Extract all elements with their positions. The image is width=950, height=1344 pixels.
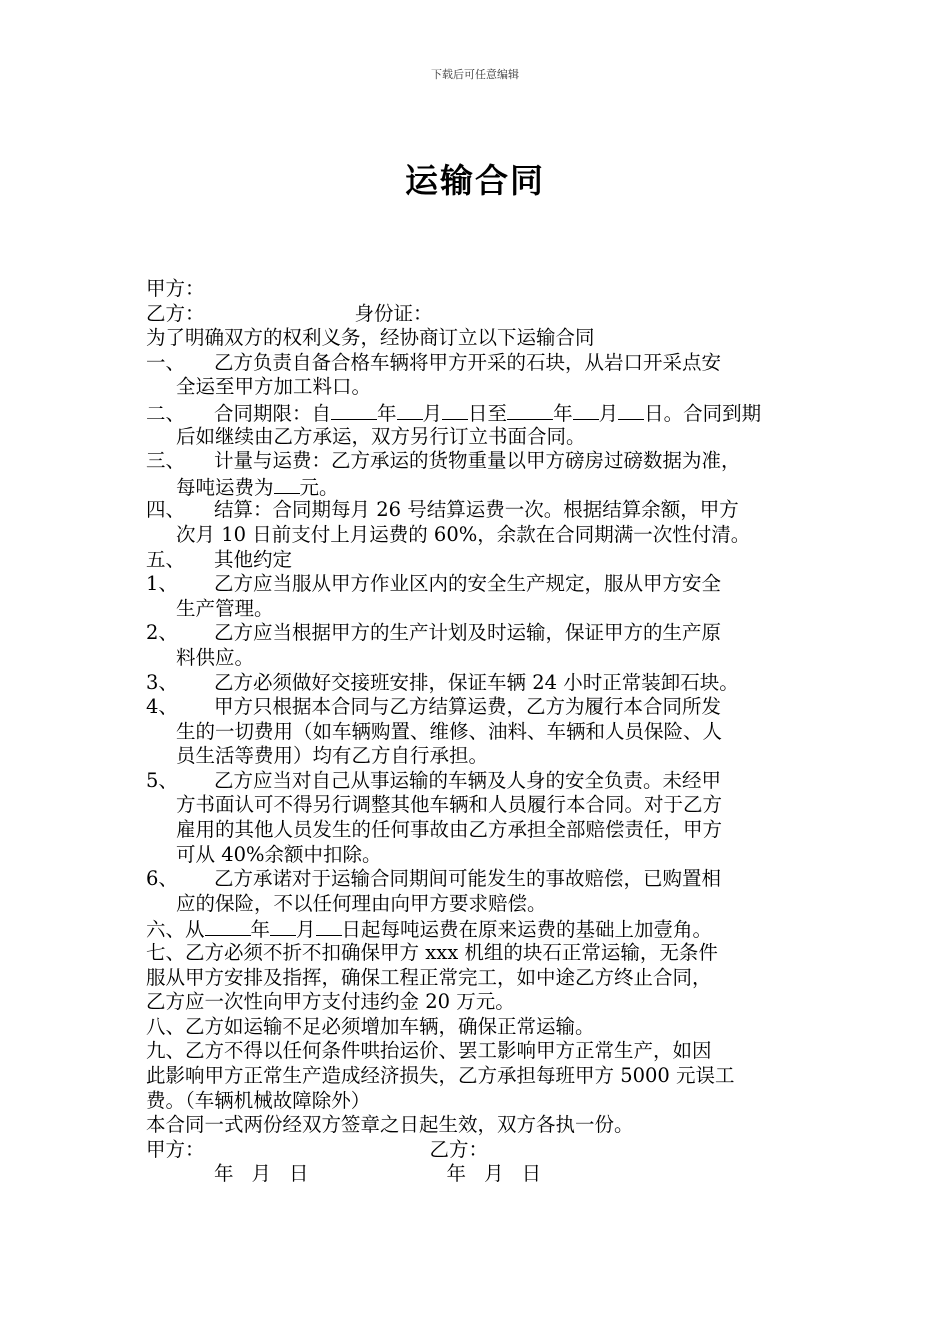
blank-field <box>397 400 423 420</box>
party-b-line <box>146 302 814 327</box>
item-number: 1、 <box>146 572 178 596</box>
item-number: 5、 <box>146 768 178 792</box>
blank-field <box>573 400 599 420</box>
item-text: 乙方应当对自己从事运输的车辆及人身的安全负责。未经甲 <box>214 768 722 792</box>
clause-text: 日起每吨运费在原来运费的基础上加壹角。 <box>341 918 713 942</box>
clause-2 <box>146 400 814 425</box>
blank-field <box>618 400 644 420</box>
clause-number: 一、 <box>146 350 186 374</box>
clause-text: 年 <box>553 401 573 425</box>
signature-line <box>146 1138 814 1163</box>
sub-item-1 <box>146 572 814 597</box>
sub-item-2-cont: 料供应。 <box>176 645 255 669</box>
clause-9-cont: 费。（车辆机械故障除外） <box>146 1088 371 1112</box>
item-number: 6、 <box>146 867 178 891</box>
blank-field <box>507 400 553 420</box>
clause-number: 三、 <box>146 449 186 473</box>
blank-field <box>331 400 377 420</box>
clause-text: 计量与运费：乙方承运的货物重量以甲方磅房过磅数据为准， <box>214 449 741 473</box>
clause-text: 六、从 <box>146 918 205 942</box>
blank-field <box>442 400 468 420</box>
clause-text: 月 <box>422 401 443 425</box>
sub-item-4 <box>146 695 814 720</box>
sub-item-2 <box>146 621 814 646</box>
clause-7-cont: 服从甲方安排及指挥，确保工程正常完工，如中途乙方终止合同， <box>146 965 712 989</box>
clause-text: 日。合同到期 <box>644 401 762 425</box>
blank-field <box>270 916 296 936</box>
item-text: 乙方应当服从甲方作业区内的安全生产规定，服从甲方安全 <box>214 572 722 596</box>
clause-4-cont: 次月 10 日前支付上月运费的 60%，余款在合同期满一次性付清。 <box>176 522 751 546</box>
clause-number: 二、 <box>146 401 186 425</box>
clause-2-cont: 后如继续由乙方承运，双方另行订立书面合同。 <box>176 424 586 448</box>
date-year: 年 <box>446 1162 467 1186</box>
sub-item-3 <box>146 671 814 696</box>
date-year: 年 <box>214 1162 234 1186</box>
date-day: 日 <box>289 1162 309 1186</box>
clause-1 <box>146 351 814 376</box>
clause-text: 年 <box>250 918 271 942</box>
date-line <box>146 1162 814 1187</box>
sub-item-4-cont: 员生活等费用）均有乙方自行承担。 <box>176 744 489 768</box>
clause-6 <box>146 916 814 941</box>
clause-7: 七、乙方必须不折不扣确保甲方 xxx 机组的块石正常运输，无条件 <box>146 941 718 965</box>
item-text: 乙方应当根据甲方的生产计划及时运输，保证甲方的生产原 <box>214 621 722 645</box>
clause-text: 每吨运费为 <box>176 475 274 499</box>
clause-9-cont: 此影响甲方正常生产造成经济损失，乙方承担每班甲方 5000 元误工 <box>146 1064 735 1087</box>
item-number: 4、 <box>146 695 178 719</box>
blank-field <box>205 916 251 936</box>
clause-text: 月 <box>296 918 316 942</box>
item-text: 甲方只根据本合同与乙方结算运费，乙方为履行本合同所发 <box>214 695 722 719</box>
clause-3-cont <box>146 474 814 499</box>
party-b-label: 乙方： <box>146 301 205 325</box>
clause-text: 元。 <box>299 475 339 499</box>
clause-9: 九、乙方不得以任何条件哄抬运价、罢工影响甲方正常生产，如因 <box>146 1039 712 1063</box>
party-a-line <box>146 277 814 302</box>
clause-text: 月 <box>598 401 619 425</box>
clause-text: 结算：合同期每月 26 号结算运费一次。根据结算余额，甲方 <box>214 498 739 522</box>
sub-item-5 <box>146 769 814 794</box>
sub-item-5-cont: 方书面认可不得另行调整其他车辆和人员履行本合同。对于乙方 <box>176 793 723 817</box>
clause-5 <box>146 548 814 573</box>
clause-1-cont: 全运至甲方加工料口。 <box>176 375 372 399</box>
date-month: 月 <box>484 1162 504 1186</box>
date-month: 月 <box>251 1162 272 1186</box>
clause-number: 四、 <box>146 498 186 522</box>
clause-7-cont: 乙方应一次性向甲方支付违约金 20 万元。 <box>146 990 515 1014</box>
clause-text: 日至 <box>468 401 508 425</box>
item-text: 乙方承诺对于运输合同期间可能发生的事故赔偿，已购置相 <box>214 867 722 891</box>
item-number: 2、 <box>146 621 178 645</box>
clause-8: 八、乙方如运输不足必须增加车辆，确保正常运输。 <box>146 1014 595 1038</box>
sub-item-5-cont: 雇用的其他人员发生的任何事故由乙方承担全部赔偿责任，甲方 <box>176 818 723 842</box>
clause-4 <box>146 498 814 523</box>
signature-party-a: 甲方： <box>146 1137 205 1161</box>
id-card-label: 身份证： <box>354 301 433 325</box>
item-number: 3、 <box>146 670 178 694</box>
contract-body <box>146 277 814 1187</box>
sub-item-6 <box>146 867 814 892</box>
sub-item-6-cont: 应的保险，不以任何理由向甲方要求赔偿。 <box>176 891 547 915</box>
document-title: 运输合同 <box>405 161 545 200</box>
date-day: 日 <box>521 1162 542 1186</box>
blank-field <box>274 474 300 494</box>
sub-item-5-cont: 可从 40%余额中扣除。 <box>176 842 382 866</box>
party-a-label: 甲方： <box>146 277 205 300</box>
clause-text: 乙方负责自备合格车辆将甲方开采的石块，从岩口开采点安 <box>214 350 722 374</box>
header-note: 下载后可任意编辑 <box>431 68 519 81</box>
intro-text: 为了明确双方的权利义务，经协商订立以下运输合同 <box>146 326 595 350</box>
signature-party-b: 乙方： <box>429 1137 489 1161</box>
clause-text: 年 <box>377 401 397 425</box>
item-text: 乙方必须做好交接班安排，保证车辆 24 小时正常装卸石块。 <box>214 670 739 694</box>
clause-number: 五、 <box>146 547 186 571</box>
clause-text: 合同期限：自 <box>214 401 332 425</box>
sub-item-1-cont: 生产管理。 <box>176 596 274 620</box>
final-statement: 本合同一式两份经双方签章之日起生效，双方各执一份。 <box>146 1113 634 1137</box>
clause-text: 其他约定 <box>214 547 293 571</box>
blank-field <box>316 916 342 936</box>
sub-item-4-cont: 生的一切费用（如车辆购置、维修、油料、车辆和人员保险、人 <box>176 719 723 743</box>
clause-3 <box>146 449 814 474</box>
